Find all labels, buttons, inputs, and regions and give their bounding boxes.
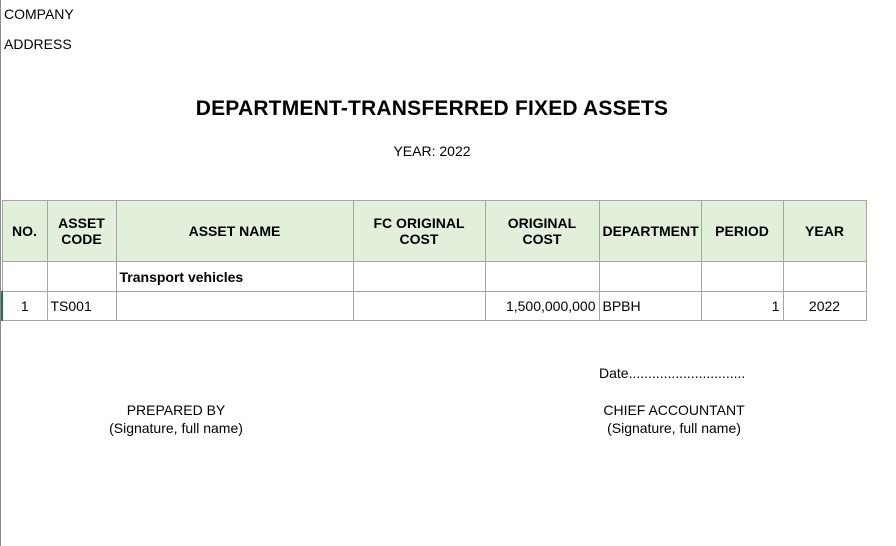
report-year — [0, 143, 864, 159]
cell[interactable] — [485, 262, 599, 292]
col-header-period[interactable]: PERIOD — [701, 201, 783, 262]
cell[interactable] — [599, 262, 701, 292]
col-header-fc-original-cost[interactable]: FC ORIGINAL COST — [353, 201, 485, 262]
prepared-by-label: PREPARED BY — [126, 402, 226, 418]
cell[interactable] — [2, 262, 47, 292]
report-year-prefix: YEAR: — [393, 143, 440, 159]
cell[interactable] — [783, 262, 866, 292]
report-year-value: 2022 — [439, 143, 471, 159]
table-row — [2, 292, 866, 321]
address-label: ADDRESS — [4, 36, 72, 52]
cell-original-cost[interactable]: 1,500,000,000 — [485, 292, 599, 321]
cell-fc-original-cost[interactable] — [353, 292, 485, 321]
chief-accountant-label: CHIEF ACCOUNTANT — [603, 402, 745, 418]
company-label: COMPANY — [4, 6, 74, 22]
table-group-row — [2, 262, 866, 292]
cell-period[interactable]: 1 — [701, 292, 783, 321]
chief-accountant-block — [584, 401, 764, 437]
cell-asset-code[interactable]: TS001 — [47, 292, 116, 321]
prepared-by-note: (Signature, full name) — [109, 420, 243, 436]
report-title: DEPARTMENT-TRANSFERRED FIXED ASSETS — [195, 97, 669, 120]
cell-department[interactable]: BPBH — [599, 292, 701, 321]
col-header-original-cost[interactable]: ORIGINAL COST — [485, 201, 599, 262]
table-header-row — [2, 201, 866, 262]
col-header-department[interactable]: DEPARTMENT — [599, 201, 701, 262]
col-header-asset-name[interactable]: ASSET NAME — [116, 201, 353, 262]
cell-year[interactable]: 2022 — [783, 292, 866, 321]
group-label-cell[interactable] — [116, 262, 353, 292]
cell[interactable] — [353, 262, 485, 292]
cell-no[interactable]: 1 — [2, 292, 47, 321]
col-header-year[interactable]: YEAR — [783, 201, 866, 262]
chief-accountant-note: (Signature, full name) — [607, 420, 741, 436]
col-header-asset-code[interactable]: ASSET CODE — [47, 201, 116, 262]
col-header-no[interactable]: NO. — [2, 201, 47, 262]
cell[interactable] — [47, 262, 116, 292]
cell[interactable] — [701, 262, 783, 292]
date-line: Date.............................. — [599, 365, 746, 381]
prepared-by-block — [96, 401, 256, 437]
cell-asset-name[interactable] — [116, 292, 353, 321]
group-label: Transport vehicles — [119, 268, 244, 285]
assets-table — [1, 200, 867, 321]
